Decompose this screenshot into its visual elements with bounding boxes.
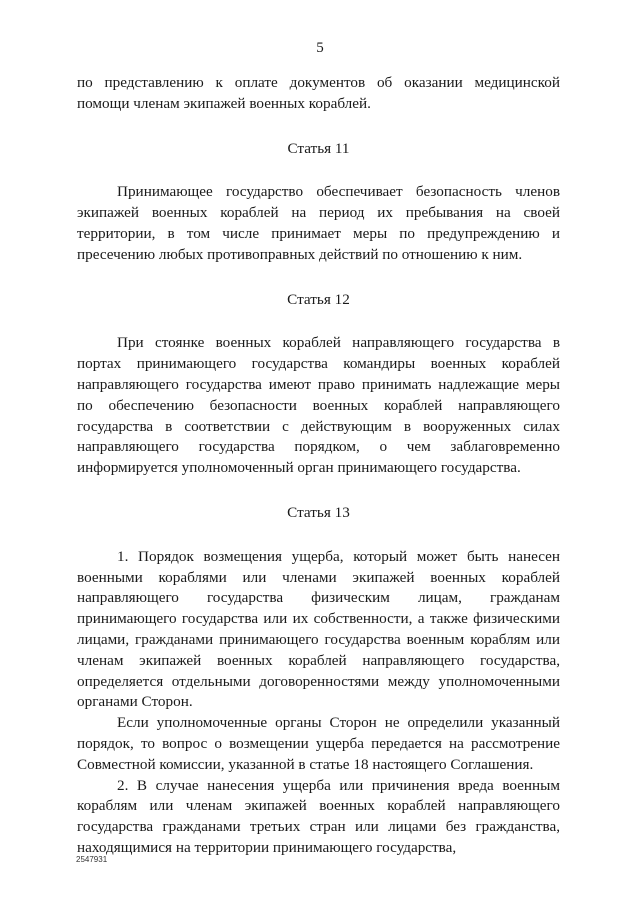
article-13-paragraph-2: Если уполномоченные органы Сторон не определили указанный порядок, то вопрос о возмещении ущерба передается на рассмотрение Совместной комиссии, указанной в статье 18 настоящего Соглашения. xyxy=(77,714,560,773)
article-13-paragraph-1: 1. Порядок возмещения ущерба, который может быть нанесен военными кораблями или членами экипажей военных кораблей направляющего государства физическим лицам, гражданам принимающего государства или их собственности, а также физическими лицами, гражданами принимающего государства военным кораблям или членам экипажей военных кораблей направляющего государства, определяется отдельными договоренностями между уполномоченными органами Сторон. xyxy=(77,547,560,711)
page-number: 5 xyxy=(316,40,324,56)
article-11-text: Принимающее государство обеспечивает безопасность членов экипажей военных кораблей на период их пребывания на своей территории, в том числе принимает меры по предупреждению и пресечению любых противоправных действий по отношению к ним. xyxy=(77,183,560,263)
article-13-title: Статья 13 xyxy=(287,503,350,521)
article-12-text: При стоянке военных кораблей направляющего государства в портах принимающего государства командиры военных кораблей направляющего государства имеют право принимать надлежащие меры по обеспечению безопасности военных кораблей направляющего государства в соответствии с действующим в вооруженных силах направляющего государства порядком, о чем заблаговременно информируется уполномоченный орган принимающего государства. xyxy=(77,334,560,477)
document-code: 2547931 xyxy=(76,855,108,864)
document-body xyxy=(77,73,560,859)
article-11-title: Статья 11 xyxy=(287,139,350,157)
article-12-title: Статья 12 xyxy=(287,290,350,308)
article-13-paragraph-3: 2. В случае нанесения ущерба или причинения вреда военным кораблям или членам экипажей военных кораблей направляющего государства гражданами третьих стран или лицами без гражданства, находящимися на территории принимающего государства, xyxy=(77,776,560,856)
intro-paragraph: по представлению к оплате документов об оказании медицинской помощи членам экипажей военных кораблей. xyxy=(77,74,560,112)
